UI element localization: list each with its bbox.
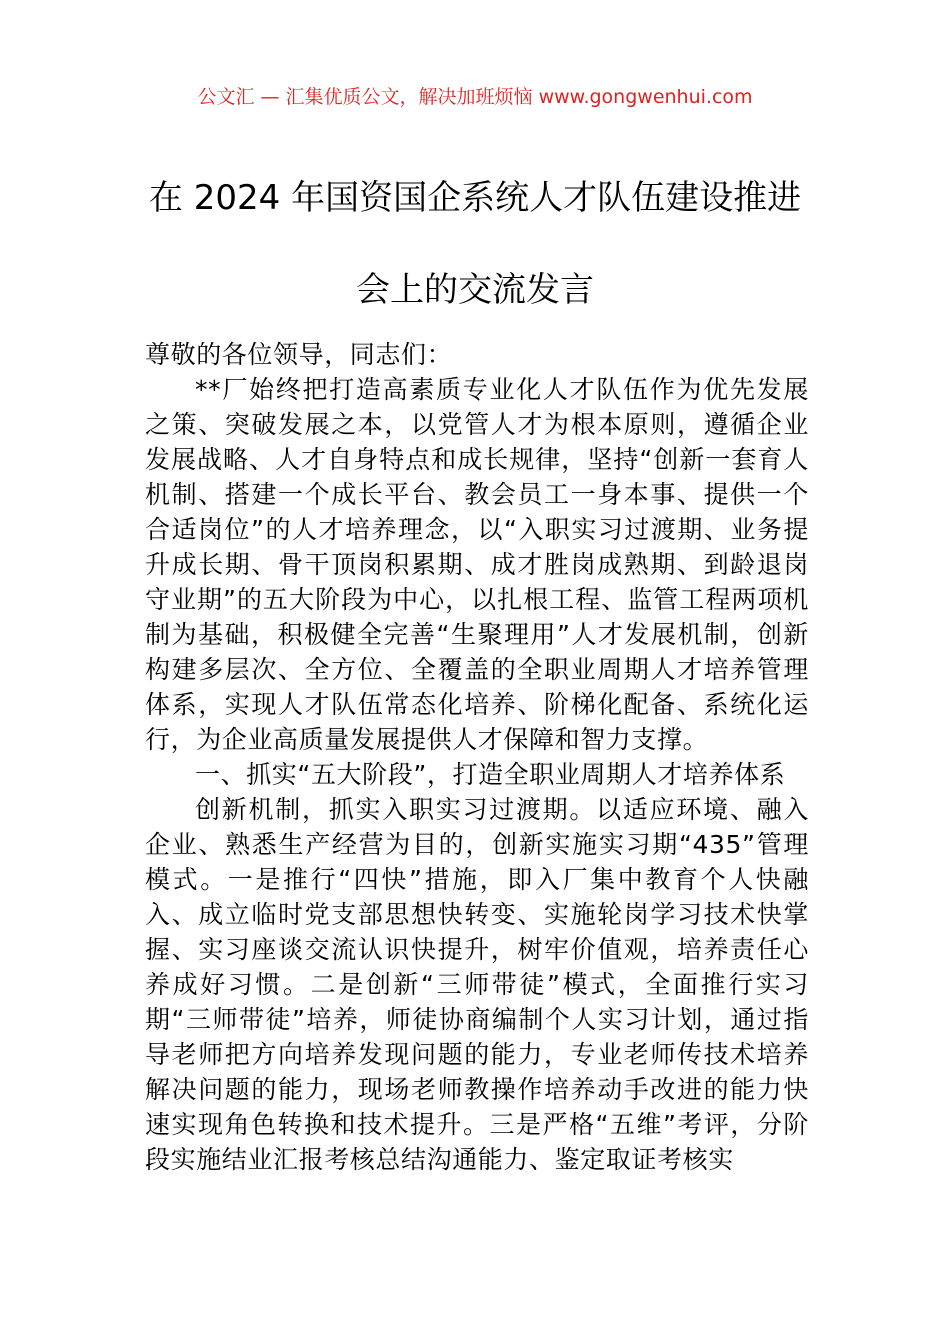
body-paragraph: 创新机制，抓实入职实习过渡期。以适应环境、融入企业、熟悉生产经营为目的，创新实施实习期“435”管理模式。一是推行“四快”措施，即入厂集中教育个人快融入、成立临时党支部思想快转变、实施轮岗学习技术快掌握、实习座谈交流认识快提升，树牢价值观，培养责任心养成好习惯。二是创新“三师带徒”模式，全面推行实习期“三师带徒”培养，师徒协商编制个人实习计划，通过指导老师把方向培养发现问题的能力，专业老师传技术培养解决问题的能力，现场老师教操作培养动手改进的能力快速实现角色转换和技术提升。三是严格“五维”考评，分阶段实施结业汇报考核总结沟通能力、鉴定取证考核实 [145,795,809,1174]
section-heading-1: 一、抓实“五大阶段”，打造全职业周期人才培养体系 [195,760,786,789]
salutation: 尊敬的各位领导，同志们： [145,340,453,369]
intro-paragraph: **厂始终把打造高素质专业化人才队伍作为优先发展之策、突破发展之本，以党管人才为根本原则，遵循企业发展战略、人才自身特点和成长规律，坚持“创新一套育人机制、搭建一个成长平台、教会员工一身本事、提供一个合适岗位”的人才培养理念，以“入职实习过渡期、业务提升成长期、骨干顶岗积累期、成才胜岗成熟期、到龄退岗守业期”的五大阶段为中心，以扎根工程、监管工程两项机制为基础，积极健全完善“生聚理用”人才发展机制，创新构建多层次、全方位、全覆盖的全职业周期人才培养管理体系，实现人才队伍常态化培养、阶梯化配备、系统化运行，为企业高质量发展提供人才保障和智力支撑。 [145,375,809,754]
title-line-2: 会上的交流发言 [356,270,594,310]
title-line-1: 在 2024 年国资国企系统人才队伍建设推进 [148,178,802,218]
header-banner: 公文汇 — 汇集优质公文，解决加班烦恼 www.gongwenhui.com [197,86,753,108]
document-body [145,337,809,1177]
document-title [130,152,820,336]
